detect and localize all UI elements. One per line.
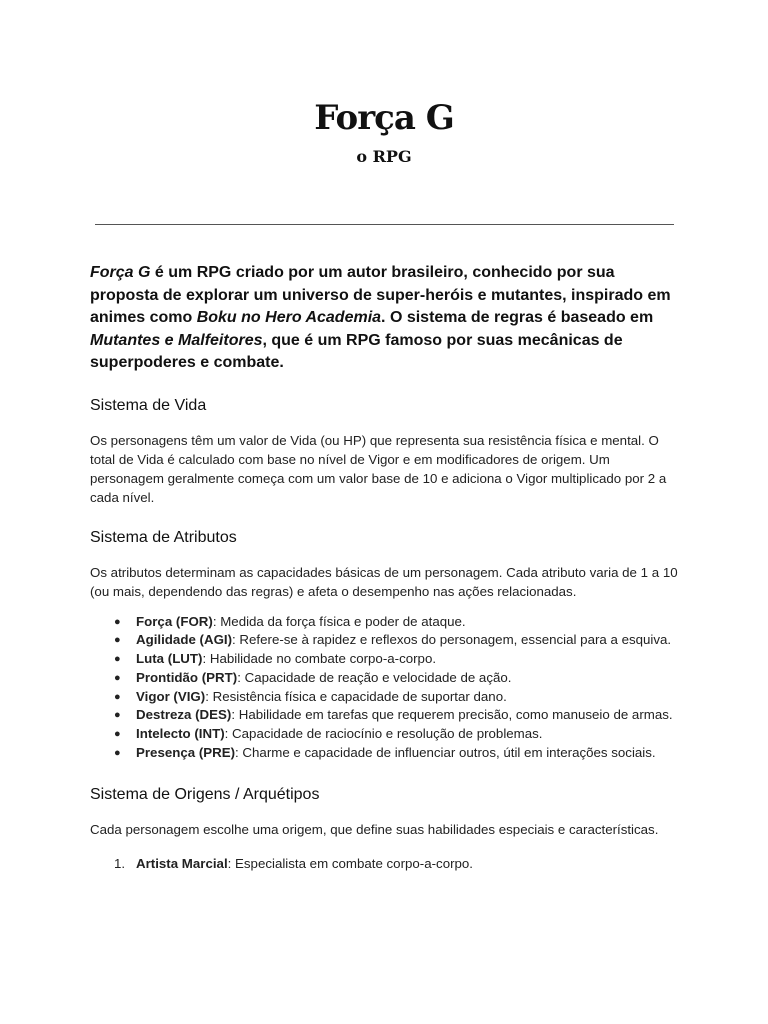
attribute-name: Presença (PRE) (136, 745, 236, 761)
list-item (90, 613, 682, 632)
bullet-icon: ● (114, 709, 121, 722)
intro-text-2: . O sistema de regras é baseado em (381, 309, 654, 326)
attribute-desc: : Resistência física e capacidade de suportar dano. (205, 688, 507, 704)
section-heading-atributos: Sistema de Atributos (90, 528, 237, 546)
origens-list (90, 854, 682, 873)
list-item (90, 706, 682, 725)
bullet-icon: ● (114, 653, 121, 666)
attribute-desc: : Refere-se à rapidez e reflexos do personagem, essencial para a esquiva. (232, 632, 672, 648)
list-item (90, 631, 682, 650)
attribute-name: Força (FOR) (136, 613, 213, 629)
intro-anime-italic: Boku no Hero Academia (196, 309, 382, 326)
bullet-icon: ● (114, 634, 121, 647)
list-item (90, 669, 682, 688)
origens-paragraph: Cada personagem escolhe uma origem, que define suas habilidades especiais e características. (90, 821, 659, 837)
vida-paragraph: Os personagens têm um valor de Vida (ou HP) que representa sua resistência física e mental. O total de Vida é calculado com base no nível de Vigor e em modificadores de origem. Um personagem geralmente começa com um valor base de 10 e adiciona o Vigor multiplicado por 2 a cada nível. (90, 432, 667, 505)
section-heading-vida: Sistema de Vida (90, 396, 207, 414)
bullet-icon: ● (114, 728, 121, 741)
horizontal-divider (95, 224, 674, 225)
section-heading-origens: Sistema de Origens / Arquétipos (90, 785, 320, 803)
intro-title-italic: Força G (90, 264, 151, 281)
list-item (90, 650, 682, 669)
intro-paragraph (90, 262, 682, 375)
list-item (90, 688, 682, 707)
attribute-name: Destreza (DES) (136, 707, 232, 723)
list-number: 1. (114, 855, 126, 871)
attribute-name: Prontidão (PRT) (136, 669, 238, 685)
origin-desc: : Especialista em combate corpo-a-corpo. (227, 855, 474, 871)
origin-name: Artista Marcial (136, 855, 228, 871)
document-body (90, 262, 682, 873)
attribute-desc: : Habilidade em tarefas que requerem precisão, como manuseio de armas. (231, 707, 673, 723)
atributos-list (90, 613, 682, 763)
bullet-icon: ● (114, 671, 121, 684)
bullet-icon: ● (114, 615, 121, 628)
bullet-icon: ● (114, 747, 121, 760)
list-item (90, 725, 682, 744)
atributos-paragraph: Os atributos determinam as capacidades básicas de um personagem. Cada atributo varia de 1 a 10 (ou mais, dependendo das regras) e afeta o desempenho nas ações relacionadas. (90, 564, 678, 599)
attribute-desc: : Capacidade de reação e velocidade de ação. (237, 669, 512, 685)
attribute-desc: : Habilidade no combate corpo-a-corpo. (202, 651, 437, 667)
intro-text-1: é um RPG criado por um autor brasileiro, conhecido por sua proposta de explorar um universo de super-heróis e mutantes, inspirado em animes como (90, 264, 671, 326)
intro-system-italic: Mutantes e Malfeitores (90, 331, 263, 349)
document-title: Força G (314, 98, 454, 138)
attribute-desc: : Capacidade de raciocínio e resolução de problemas. (224, 726, 543, 742)
bullet-icon: ● (114, 690, 121, 703)
list-item (90, 854, 682, 873)
intro-text-3: , que é um RPG famoso por suas mecânicas de superpoderes e combate. (90, 331, 623, 371)
attribute-name: Agilidade (AGI) (136, 632, 233, 648)
document-subtitle: o RPG (356, 147, 412, 166)
attribute-name: Intelecto (INT) (136, 726, 225, 742)
attribute-desc: : Charme e capacidade de influenciar outros, útil em interações sociais. (235, 745, 656, 761)
attribute-name: Luta (LUT) (136, 651, 203, 667)
attribute-desc: : Medida da força física e poder de ataque. (212, 613, 466, 629)
list-item (90, 744, 682, 763)
attribute-name: Vigor (VIG) (136, 688, 206, 704)
